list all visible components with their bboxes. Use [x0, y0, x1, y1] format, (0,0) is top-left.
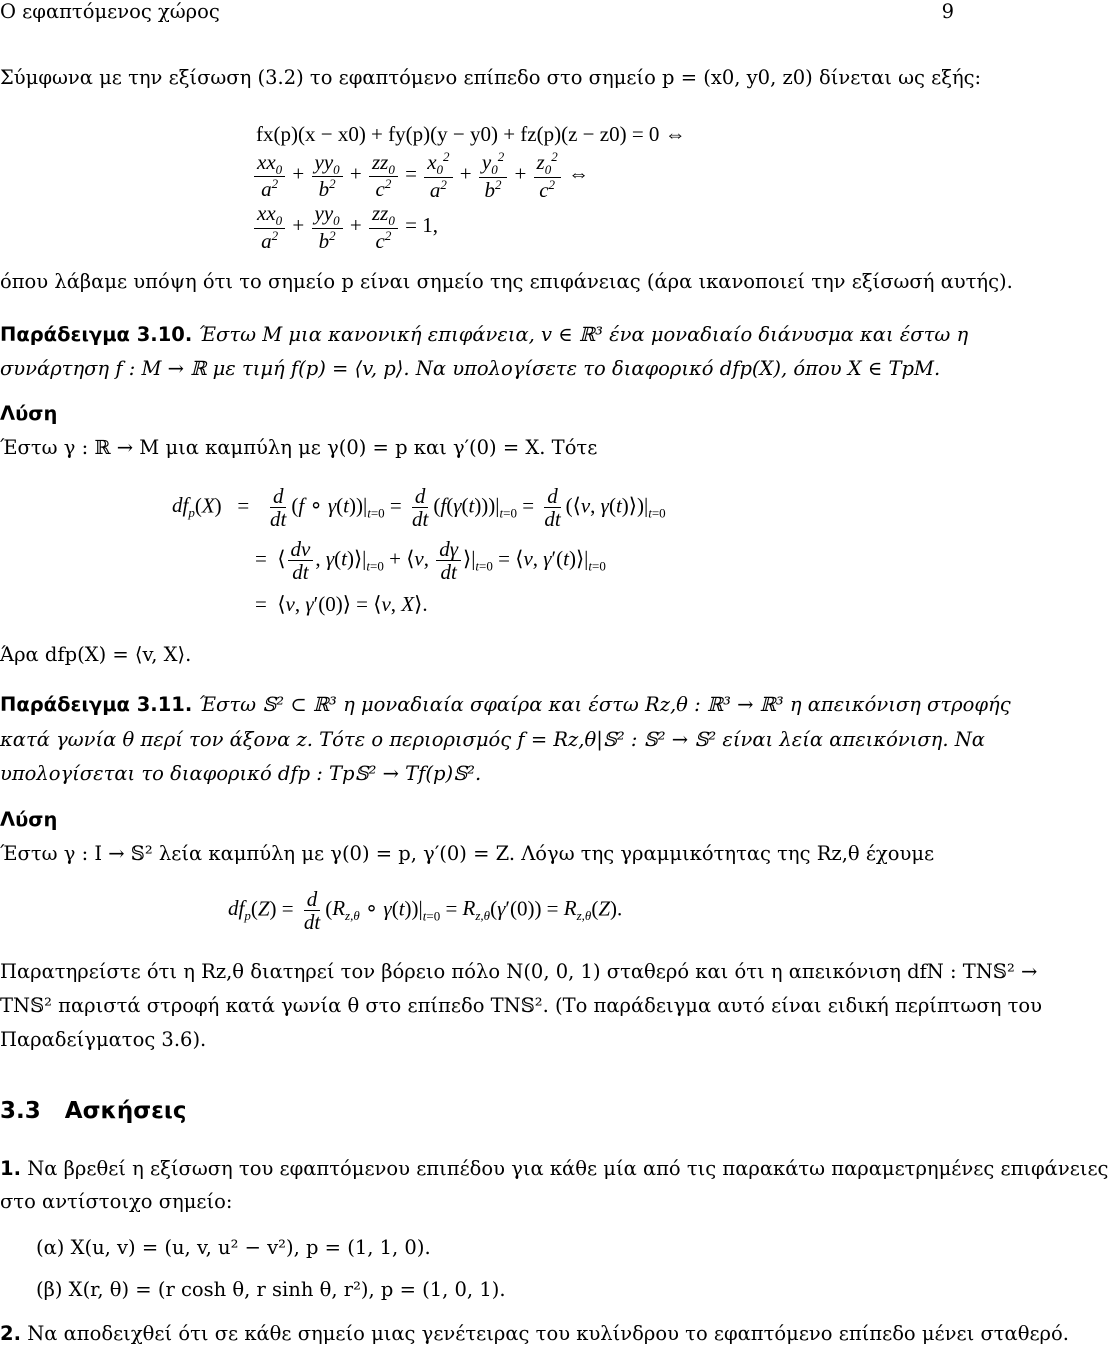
solution-heading-2: Λύση	[0, 808, 58, 831]
exercise-1-item-b: (β) X(r, θ) = (r cosh θ, r sinh θ, r²), p = (1, 0, 1).	[36, 1278, 506, 1301]
example-3-11-line2: κατά γωνία θ περί τον άξονα z. Τότε ο περιορισμός f = Rz,θ|𝕊² : 𝕊² → 𝕊² είναι λεία απεικόνιση. Να	[0, 728, 985, 751]
tangent-plane-equation-line1: fx(p)(x − x0) + fy(p)(y − y0) + fz(p)(z − z0) = 0 ⇔	[256, 122, 686, 146]
remark-line1: Παρατηρείστε ότι η Rz,θ διατηρεί τον βόρειο πόλο N(0, 0, 1) σταθερό και ότι η απεικόνιση dfN : TN𝕊² →	[0, 960, 1038, 983]
running-header-title: Ο εφαπτόμενος χώρος	[0, 0, 220, 23]
section-title: Ασκήσεις	[64, 1098, 187, 1124]
rotation-differential-equation: $df_p(Z)$ = $\frac{d}{dt}$ ($R_{z,\theta}$ ∘ $\gamma(t))|_{t=0} = R_{z,\theta}(\gamma'(0)) = R_{z,\theta}(Z)$.	[228, 887, 623, 935]
exercise-1-line2: στο αντίστοιχο σημείο:	[0, 1190, 233, 1213]
example-3-11-line3: υπολογίσεται το διαφορικό dfp : Tp𝕊² → Tf(p)𝕊².	[0, 762, 482, 785]
exercise-2-number: 2.	[0, 1322, 21, 1345]
section-heading	[0, 1098, 187, 1124]
solution-1-intro: Έστω γ : ℝ → M μια καμπύλη με γ(0) = p και γ′(0) = X. Τότε	[0, 436, 598, 459]
tangent-plane-equation-line3: $\frac{xx_0}{a^2}$ + $\frac{yy_0}{b^2}$ + $\frac{zz_0}{c^2}$ = 1,	[252, 202, 438, 252]
example-3-11-line1	[0, 693, 1011, 716]
after-equation-paragraph: όπου λάβαμε υπόψη ότι το σημείο p είναι σημείο της επιφάνειας (άρα ικανοποιεί την εξίσωσή αυτής).	[0, 270, 1013, 293]
equivalence-symbol: ⇔	[567, 161, 589, 186]
page-number: 9	[941, 0, 954, 23]
exercise-1-text: Να βρεθεί η εξίσωση του εφαπτόμενου επιπέδου για κάθε μία από τις παρακάτω παραμετρημένες επιφάνειες	[27, 1157, 1108, 1180]
exercise-1-line1	[0, 1157, 1108, 1180]
example-3-10-line1	[0, 323, 968, 346]
example-3-10-line2: συνάρτηση f : M → ℝ με τιμή f(p) = ⟨v, p⟩. Να υπολογίσετε το διαφορικό dfp(X), όπου X ∈ TpM.	[0, 357, 941, 380]
equation-rhs: = 1,	[405, 212, 438, 237]
example-3-10-label: Παράδειγμα 3.10.	[0, 323, 193, 346]
section-number: 3.3	[0, 1098, 41, 1124]
exercise-2-text: Να αποδειχθεί ότι σε κάθε σημείο μιας γενέτειρας του κυλίνδρου το εφαπτόμενο επίπεδο μένει σταθερό.	[27, 1322, 1069, 1345]
example-3-11-label: Παράδειγμα 3.11.	[0, 693, 193, 716]
example-3-10-text: Έστω M μια κανονική επιφάνεια, v ∈ ℝ³ ένα μοναδιαίο διάνυσμα και έστω η	[198, 323, 969, 346]
solution-1-conclusion: Άρα dfp(X) = ⟨v, X⟩.	[0, 643, 192, 666]
exercise-2-line	[0, 1322, 1069, 1345]
exercise-1-item-a: (α) X(u, v) = (u, v, u² − v²), p = (1, 1, 0).	[36, 1236, 431, 1259]
intro-paragraph: Σύμφωνα με την εξίσωση (3.2) το εφαπτόμενο επίπεδο στο σημείο p = (x0, y0, z0) δίνεται ως εξής:	[0, 66, 982, 89]
solution-heading: Λύση	[0, 402, 58, 425]
solution-2-intro: Έστω γ : I → 𝕊² λεία καμπύλη με γ(0) = p, γ′(0) = Z. Λόγω της γραμμικότητας της Rz,θ έχουμε	[0, 842, 935, 865]
differential-derivation-line1: $df_p(X)$ = $\frac{d}{dt}$ (f ∘ $\gamma(t))|_{t=0}$ = $\frac{d}{dt}$ $(f(\gamma(t)))|_{t=0}$ = $\frac{d}{dt}$ (⟨v, $\gamma(t)⟩)|_{t=0}$	[172, 484, 666, 532]
exercise-1-number: 1.	[0, 1157, 21, 1180]
differential-derivation-line2: = ⟨ $\frac{dv}{dt}$ , $\gamma(t)⟩|_{t=0}$ + ⟨v, $\frac{d\gamma}{dt}$ $⟩|_{t=0}$ = ⟨v, $\gamma'(t)⟩|_{t=0}$	[255, 537, 606, 585]
differential-derivation-line3: = ⟨v, γ′(0)⟩ = ⟨v, X⟩.	[255, 592, 428, 616]
tangent-plane-equation-line2: $\frac{xx_0}{a^2}$ + $\frac{yy_0}{b^2}$ + $\frac{zz_0}{c^2}$ = $\frac{x_0^2}{a^2}$ + $\frac{y_0^2}{b^2}$ + $\frac{z_0^2}{c^2}$ ⇔	[252, 150, 589, 201]
remark-line3: Παραδείγματος 3.6).	[0, 1028, 207, 1051]
example-3-11-text: Έστω 𝕊² ⊂ ℝ³ η μοναδιαία σφαίρα και έστω Rz,θ : ℝ³ → ℝ³ η απεικόνιση στροφής	[198, 693, 1011, 716]
remark-line2: TN𝕊² παριστά στροφή κατά γωνία θ στο επίπεδο TN𝕊². (Το παράδειγμα αυτό είναι ειδική περίπτωση του	[0, 994, 1043, 1017]
